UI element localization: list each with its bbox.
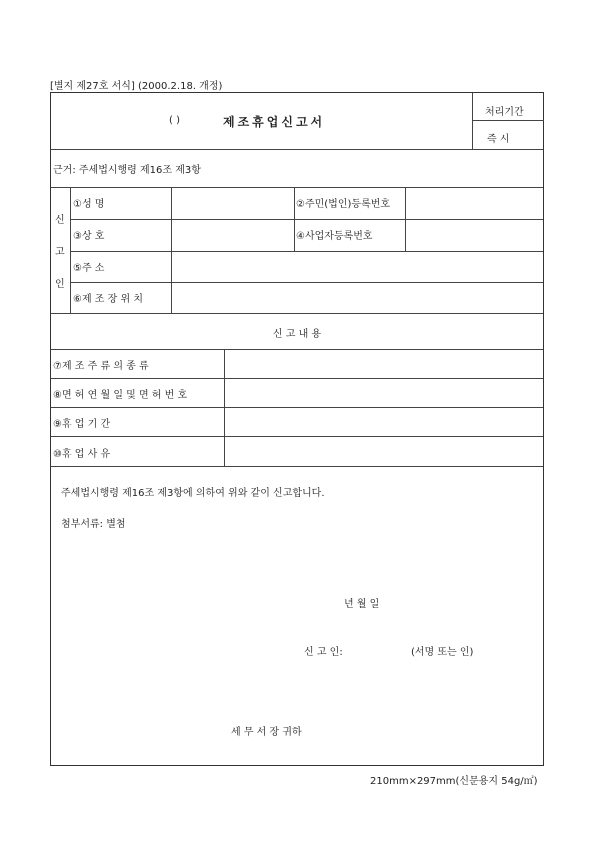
form-reference: [별지 제27호 서식] (2000.2.18. 개정) [50, 81, 223, 92]
factory-location-label: ⑥제 조 장 위 치 [73, 294, 143, 305]
trade-name-field[interactable] [172, 220, 293, 250]
factory-location-field[interactable] [172, 283, 542, 312]
liquor-type-field[interactable] [225, 350, 542, 377]
liquor-type-label: ⑦제 조 주 류 의 종 류 [53, 361, 149, 372]
applicant-side-label-2: 고 [55, 247, 65, 258]
signer-label: 신 고 인: [304, 647, 343, 658]
address-label: ⑤주 소 [73, 263, 105, 274]
resident-number-field[interactable] [406, 188, 542, 218]
name-field[interactable] [172, 188, 293, 218]
declaration-form [50, 92, 544, 766]
attachment-note: 첨부서류: 별첨 [61, 519, 126, 530]
sign-note: (서명 또는 인) [411, 647, 474, 658]
processing-period-value: 즉 시 [487, 134, 510, 145]
suspension-period-label: ⑨휴 업 기 간 [53, 419, 111, 430]
business-number-label: ④사업자등록번호 [296, 231, 373, 242]
license-info-field[interactable] [225, 379, 542, 406]
addressee: 세 무 서 장 귀하 [231, 727, 302, 738]
trade-name-label: ③상 호 [73, 231, 105, 242]
business-number-field[interactable] [406, 220, 542, 250]
paper-spec: 210mm×297mm(신문용지 54g/㎡) [370, 776, 538, 787]
suspension-period-field[interactable] [225, 408, 542, 435]
applicant-side-label-1: 신 [55, 215, 65, 226]
processing-period-label: 처리기간 [485, 107, 524, 118]
legal-basis: 근거: 주세법시행령 제16조 제3항 [53, 165, 201, 176]
name-label: ①성 명 [73, 199, 105, 210]
resident-number-label: ②주민(법인)등록번호 [296, 199, 391, 210]
license-info-label: ⑧면 허 연 월 일 및 면 허 번 호 [53, 390, 188, 401]
signer-field[interactable] [361, 639, 413, 655]
declaration-statement: 주세법시행령 제16조 제3항에 의하여 위와 같이 신고합니다. [61, 488, 325, 499]
suspension-reason-label: ⑩휴 업 사 유 [53, 449, 111, 460]
content-header: 신 고 내 용 [272, 329, 322, 340]
title-paren: ( ) [169, 115, 180, 126]
address-field[interactable] [172, 252, 542, 281]
suspension-reason-field[interactable] [225, 437, 542, 465]
date-line: 년 월 일 [344, 599, 380, 610]
applicant-side-label-3: 인 [55, 279, 65, 290]
form-title: 제조휴업신고서 [223, 115, 326, 129]
